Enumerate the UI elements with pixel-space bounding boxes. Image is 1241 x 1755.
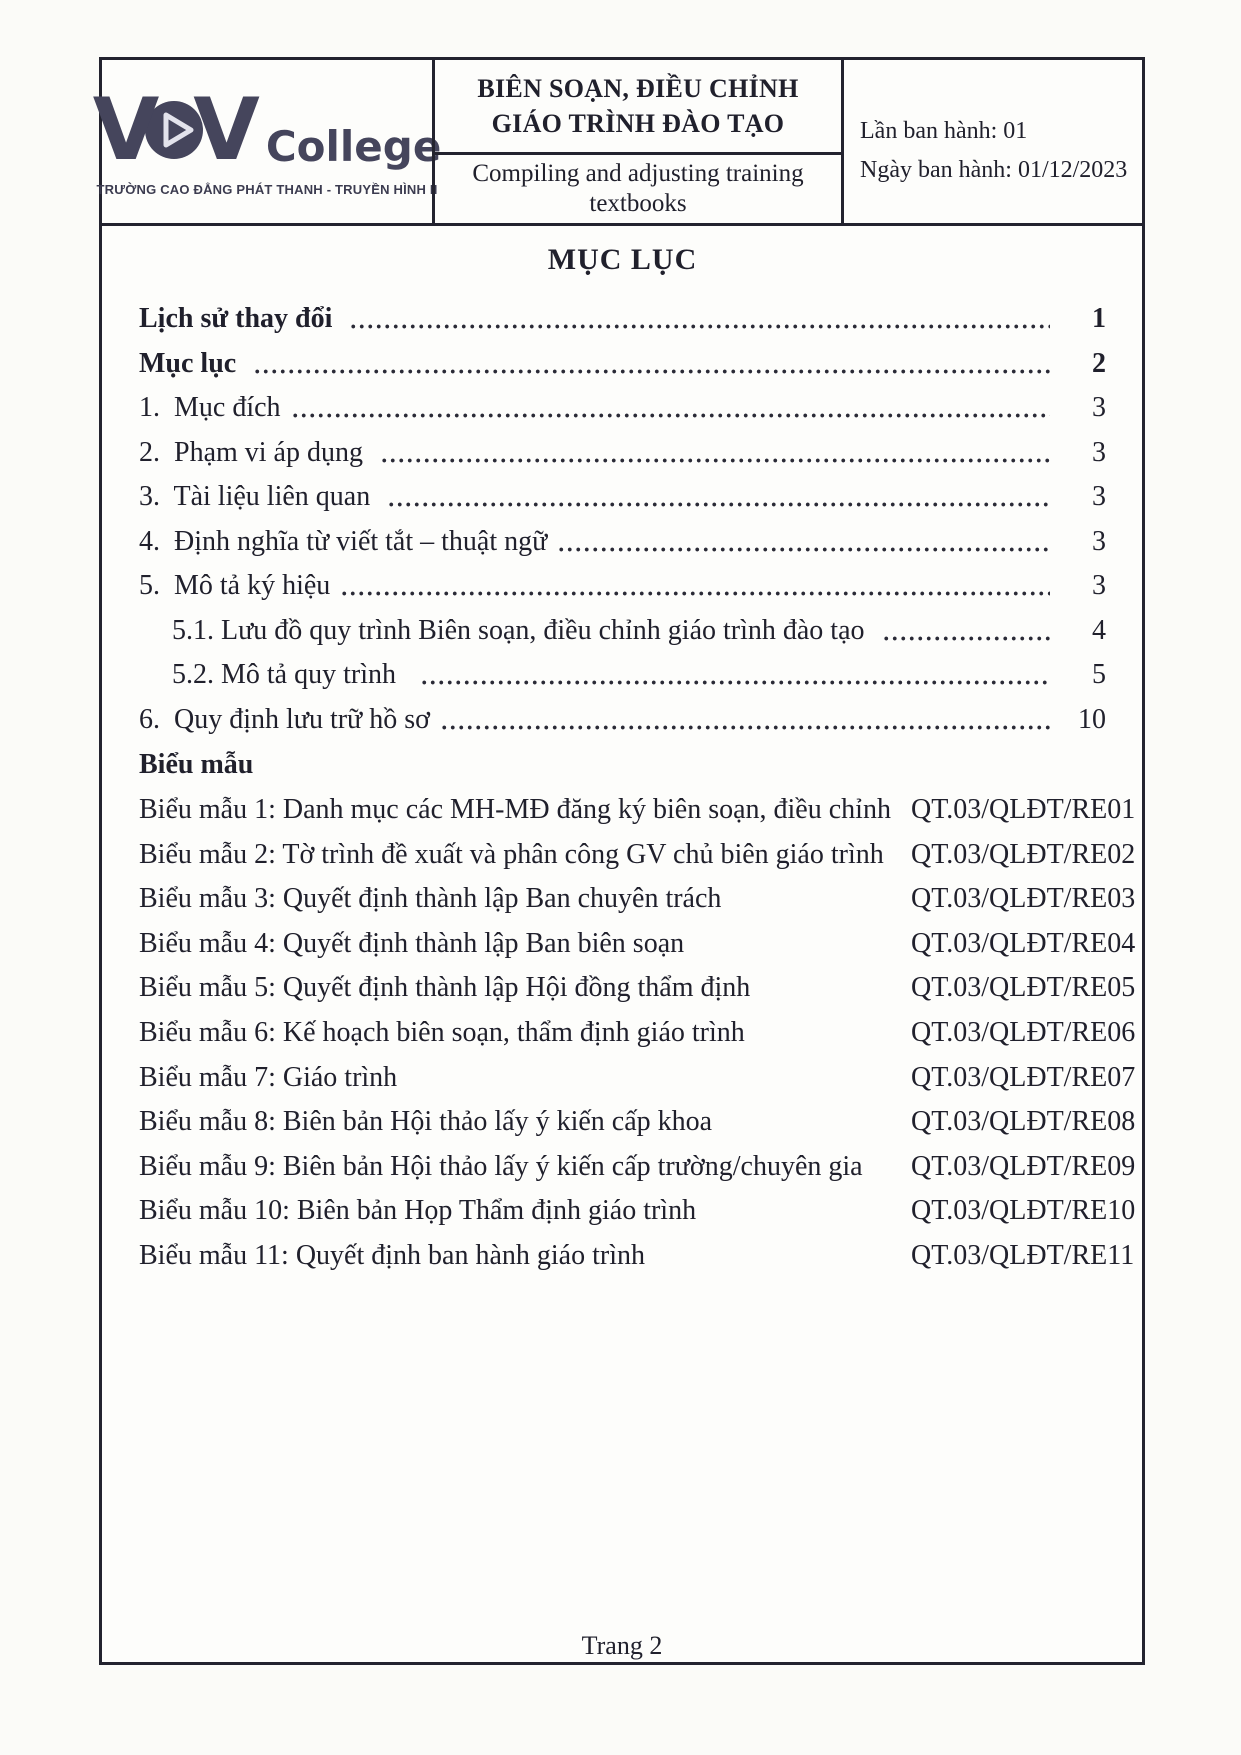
toc-dot-leader — [440, 725, 1050, 730]
toc-entry-label: 6. Quy định lưu trữ hồ sơ — [139, 703, 430, 735]
toc-row — [139, 386, 1106, 431]
issue-info-cell — [844, 60, 1142, 223]
toc-entry-label: Mục lục — [139, 347, 244, 379]
toc-dot-leader — [349, 324, 1050, 329]
form-label: Biểu mẫu 9: Biên bản Hội thảo lấy ý kiến cấp trường/chuyên gia — [139, 1150, 863, 1182]
toc-row — [139, 609, 1106, 654]
toc-dot-leader — [420, 680, 1050, 685]
toc-page-number: 1 — [1092, 303, 1106, 334]
forms-heading: Biểu mẫu — [139, 749, 254, 780]
toc-entry-label: 5.1. Lưu đồ quy trình Biên soạn, điều chỉnh giáo trình đào tạo — [172, 614, 872, 646]
toc-dot-leader — [380, 458, 1050, 463]
toc-entry-label: 5.2. Mô tả quy trình — [172, 659, 410, 690]
form-row — [139, 1234, 1135, 1279]
form-label: Biểu mẫu 7: Giáo trình — [139, 1061, 398, 1093]
form-label: Biểu mẫu 11: Quyết định ban hành giáo trình — [139, 1239, 645, 1271]
subtitle-line-1: Compiling and adjusting training — [472, 160, 804, 187]
form-code: QT.03/QLĐT/RE11 — [911, 1239, 1135, 1271]
form-code: QT.03/QLĐT/RE01 — [911, 794, 1136, 825]
form-row — [139, 1189, 1136, 1234]
toc-page-number: 10 — [1078, 703, 1106, 735]
form-label: Biểu mẫu 6: Kế hoạch biên soạn, thẩm định giáo trình — [139, 1016, 745, 1048]
toc-dot-leader — [340, 591, 1050, 596]
logo-letter-v-left: V — [92, 80, 156, 180]
toc-list — [139, 297, 1106, 742]
form-row — [139, 1145, 1136, 1190]
form-label: Biểu mẫu 5: Quyết định thành lập Hội đồng thẩm định — [139, 972, 751, 1004]
issue-number: Lần ban hành: 01 — [860, 117, 1028, 144]
form-row — [139, 1056, 1136, 1101]
vov-logo — [92, 80, 442, 180]
issue-date: Ngày ban hành: 01/12/2023 — [860, 156, 1128, 183]
title-line-2: GIÁO TRÌNH ĐÀO TẠO — [491, 109, 785, 138]
toc-row — [139, 698, 1106, 743]
toc-entry-label: 2. Phạm vi áp dụng — [139, 436, 370, 468]
logo-cell — [92, 60, 442, 223]
toc-page-number: 3 — [1092, 436, 1106, 468]
page-number-footer: Trang 2 — [581, 1631, 663, 1660]
toc-entry-label: 5. Mô tả ký hiệu — [139, 570, 331, 601]
toc-page-number: 5 — [1092, 659, 1106, 690]
toc-page-number: 3 — [1092, 570, 1106, 601]
form-code: QT.03/QLĐT/RE04 — [911, 927, 1136, 959]
form-label: Biểu mẫu 8: Biên bản Hội thảo lấy ý kiến cấp khoa — [139, 1106, 713, 1138]
form-label: Biểu mẫu 3: Quyết định thành lập Ban chuyên trách — [139, 883, 722, 915]
document-title-vi — [435, 60, 841, 155]
page-frame — [92, 57, 1145, 1665]
form-label: Biểu mẫu 10: Biên bản Họp Thẩm định giáo trình — [139, 1195, 697, 1227]
form-code: QT.03/QLĐT/RE06 — [911, 1016, 1136, 1048]
form-code: QT.03/QLĐT/RE10 — [911, 1195, 1136, 1227]
toc-page-number: 4 — [1092, 614, 1106, 646]
toc-page-number: 2 — [1092, 347, 1106, 379]
form-label: Biểu mẫu 4: Quyết định thành lập Ban biên soạn — [139, 927, 685, 959]
subtitle-line-2: textbooks — [589, 190, 687, 217]
form-code: QT.03/QLĐT/RE05 — [911, 972, 1136, 1004]
form-code: QT.03/QLĐT/RE07 — [911, 1061, 1136, 1093]
toc-row — [139, 475, 1106, 520]
toc-row — [139, 520, 1106, 565]
form-row — [139, 1100, 1136, 1145]
toc-dot-leader — [291, 413, 1050, 418]
form-label: Biểu mẫu 2: Tờ trình đề xuất và phân công GV chủ biên giáo trình — [139, 838, 884, 870]
toc-dot-leader — [882, 636, 1050, 641]
form-row — [139, 1011, 1136, 1056]
toc-dot-leader — [253, 369, 1050, 374]
form-code: QT.03/QLĐT/RE09 — [911, 1150, 1136, 1182]
toc-page-number: 3 — [1092, 481, 1106, 512]
form-code: QT.03/QLĐT/RE03 — [911, 883, 1136, 915]
toc-entry-label: 3. Tài liệu liên quan — [139, 481, 378, 512]
toc-row — [139, 564, 1106, 609]
title-line-1: BIÊN SOẠN, ĐIỀU CHỈNH — [477, 74, 799, 103]
toc-dot-leader — [557, 547, 1050, 552]
toc-title: MỤC LỤC — [547, 243, 698, 276]
document-title-cell — [432, 60, 844, 223]
form-row — [139, 922, 1136, 967]
form-row — [139, 833, 1136, 878]
toc-page-number: 3 — [1092, 392, 1106, 423]
logo-tagline: TRƯỜNG CAO ĐẲNG PHÁT THANH - TRUYỀN HÌNH II — [96, 182, 438, 197]
page-content — [102, 243, 1142, 1279]
logo-letter-v-right: V — [193, 80, 256, 180]
college-wordmark: College — [265, 122, 442, 171]
form-label: Biểu mẫu 1: Danh mục các MH-MĐ đăng ký biên soạn, điều chỉnh — [139, 794, 891, 825]
form-row — [139, 788, 1136, 833]
form-code: QT.03/QLĐT/RE08 — [911, 1106, 1136, 1138]
form-row — [139, 966, 1136, 1011]
form-row — [139, 877, 1136, 922]
document-title-en — [435, 155, 841, 223]
toc-dot-leader — [387, 502, 1050, 507]
forms-list — [139, 788, 1136, 1279]
toc-entry-label: 1. Mục đích — [139, 392, 281, 423]
toc-row — [139, 431, 1106, 476]
document-header — [92, 60, 1142, 226]
toc-entry-label: 4. Định nghĩa từ viết tắt – thuật ngữ — [139, 525, 548, 557]
toc-page-number: 3 — [1092, 525, 1106, 557]
toc-row — [139, 297, 1106, 342]
toc-entry-label: Lịch sử thay đổi — [139, 303, 340, 334]
toc-row — [139, 653, 1106, 698]
toc-row — [139, 342, 1106, 387]
form-code: QT.03/QLĐT/RE02 — [911, 838, 1136, 870]
